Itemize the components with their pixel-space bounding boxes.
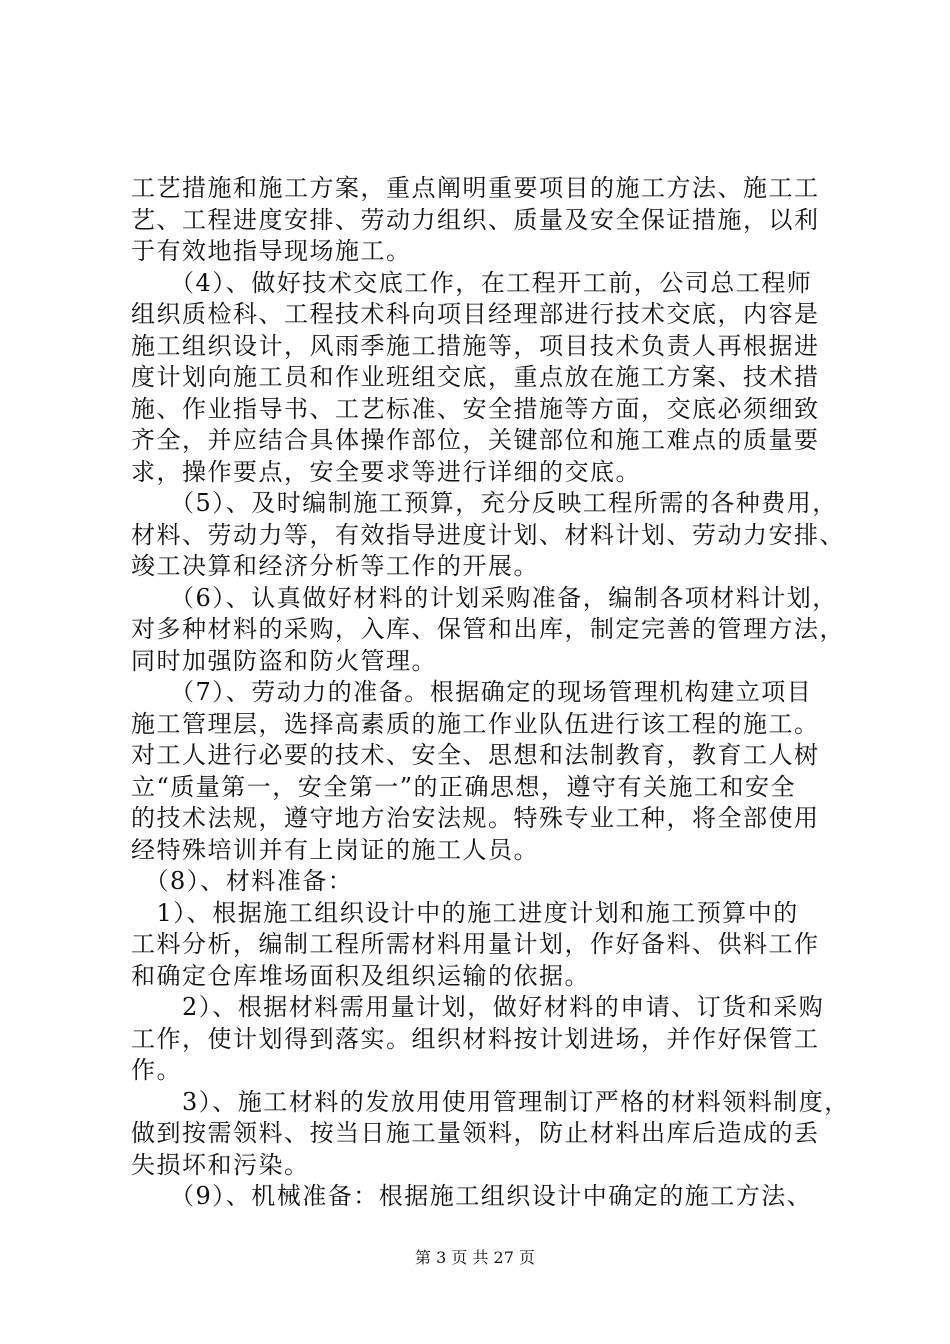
body-text bbox=[131, 173, 850, 1213]
text-line: 材料、劳动力等，有效指导进度计划、材料计划、劳动力安排、 bbox=[131, 520, 845, 549]
text-line: 失损坏和污染。 bbox=[131, 1150, 310, 1179]
page-footer: 第 3 页 共 27 页 bbox=[415, 1248, 535, 1267]
text-line: （6）、认真做好材料的计划采购准备，编制各项材料计划， bbox=[131, 583, 838, 612]
text-line: 对工人进行必要的技术、安全、思想和法制教育，教育工人树 bbox=[131, 741, 820, 769]
text-line: 度计划向施工员和作业班组交底，重点放在施工方案、技术措 bbox=[131, 363, 820, 391]
text-line: 工料分析，编制工程所需材料用量计划，作好备料、供料工作 bbox=[131, 930, 820, 958]
text-line: （5）、及时编制施工预算，充分反映工程所需的各种费用， bbox=[131, 489, 838, 517]
text-line: 2）、根据材料需用量计划，做好材料的申请、订货和采购 bbox=[131, 993, 825, 1021]
text-line: （4）、做好技术交底工作，在工程开工前，公司总工程师 bbox=[131, 268, 813, 297]
text-line: （8）、材料准备： bbox=[131, 867, 354, 895]
text-line: 经特殊培训并有上岗证的施工人员。 bbox=[131, 835, 539, 864]
text-line: 同时加强防盗和防火管理。 bbox=[131, 646, 437, 675]
text-line: 齐全，并应结合具体操作部位，关键部位和施工难点的质量要 bbox=[131, 426, 820, 454]
text-line: 工作，使计划得到落实。组织材料按计划进场，并作好保管工 bbox=[131, 1024, 820, 1053]
text-line: 3）、施工材料的发放用使用管理制订严格的材料领料制度， bbox=[131, 1087, 850, 1116]
text-line: （9）、机械准备：根据施工组织设计中确定的施工方法、 bbox=[131, 1182, 813, 1210]
text-line: （7）、劳动力的准备。根据确定的现场管理机构建立项目 bbox=[131, 678, 813, 706]
text-line: 施工管理层，选择高素质的施工作业队伍进行该工程的施工。 bbox=[131, 709, 820, 738]
text-line: 立“质量第一，安全第一”的正确思想，遵守有关施工和安全 bbox=[131, 772, 797, 801]
text-line: 竣工决算和经济分析等工作的开展。 bbox=[131, 552, 539, 580]
text-line: 组织质检科、工程技术科向项目经理部进行技术交底，内容是 bbox=[131, 300, 820, 328]
text-line: 1）、根据施工组织设计中的施工进度计划和施工预算中的 bbox=[131, 898, 799, 927]
text-line: 的技术法规，遵守地方治安法规。特殊专业工种，将全部使用 bbox=[131, 804, 820, 832]
text-line: 对多种材料的采购，入库、保管和出库，制定完善的管理方法， bbox=[131, 615, 845, 643]
text-line: 于有效地指导现场施工。 bbox=[131, 237, 412, 265]
text-line: 和确定仓库堆场面积及组织运输的依据。 bbox=[131, 961, 590, 990]
text-line: 艺、工程进度安排、劳动力组织、质量及安全保证措施，以利 bbox=[131, 205, 820, 234]
text-line: 施工组织设计，风雨季施工措施等，项目技术负责人再根据进 bbox=[131, 331, 820, 360]
text-line: 工艺措施和施工方案，重点阐明重要项目的施工方法、施工工 bbox=[131, 174, 820, 202]
text-line: 做到按需领料、按当日施工量领料，防止材料出库后造成的丢 bbox=[131, 1119, 820, 1147]
text-line: 求，操作要点，安全要求等进行详细的交底。 bbox=[131, 457, 641, 486]
text-line: 作。 bbox=[131, 1056, 182, 1084]
text-line: 施、作业指导书、工艺标准、安全措施等方面，交底必须细致 bbox=[131, 394, 820, 423]
